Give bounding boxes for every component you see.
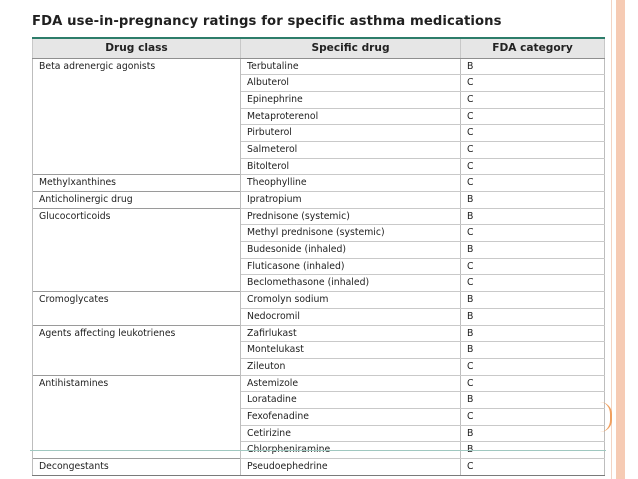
slide-bottom-rule bbox=[30, 450, 606, 451]
table-title: FDA use-in-pregnancy ratings for specific asthma medications bbox=[32, 14, 502, 29]
medications-table bbox=[32, 37, 605, 476]
table-row bbox=[33, 108, 605, 125]
cell-specific-drug: Methyl prednisone (systemic) bbox=[241, 225, 461, 242]
cell-drug-class: Cromoglycates bbox=[33, 292, 241, 309]
header-specific-drug: Specific drug bbox=[241, 38, 461, 58]
cell-specific-drug: Zileuton bbox=[241, 358, 461, 375]
cell-specific-drug: Nedocromil bbox=[241, 308, 461, 325]
cell-fda-category: C bbox=[461, 125, 605, 142]
cell-fda-category: B bbox=[461, 308, 605, 325]
table-row bbox=[33, 225, 605, 242]
table-body bbox=[33, 58, 605, 475]
cell-fda-category: B bbox=[461, 325, 605, 342]
cell-drug-class bbox=[33, 242, 241, 259]
cell-drug-class bbox=[33, 125, 241, 142]
table-row bbox=[33, 275, 605, 292]
table-row bbox=[33, 175, 605, 192]
table-row bbox=[33, 308, 605, 325]
cell-fda-category: B bbox=[461, 58, 605, 75]
cell-specific-drug: Cetirizine bbox=[241, 425, 461, 442]
table-row bbox=[33, 425, 605, 442]
cell-fda-category: C bbox=[461, 375, 605, 392]
table-row bbox=[33, 258, 605, 275]
cell-fda-category: C bbox=[461, 275, 605, 292]
cell-specific-drug: Pseudoephedrine bbox=[241, 459, 461, 476]
cell-specific-drug: Prednisone (systemic) bbox=[241, 208, 461, 225]
table-row bbox=[33, 91, 605, 108]
table-row bbox=[33, 192, 605, 209]
table-row bbox=[33, 58, 605, 75]
table-row bbox=[33, 459, 605, 476]
cell-specific-drug: Bitolterol bbox=[241, 158, 461, 175]
table-row bbox=[33, 408, 605, 425]
cell-drug-class bbox=[33, 108, 241, 125]
cell-drug-class bbox=[33, 141, 241, 158]
cell-drug-class bbox=[33, 225, 241, 242]
cell-fda-category: C bbox=[461, 91, 605, 108]
cell-drug-class bbox=[33, 75, 241, 92]
header-drug-class: Drug class bbox=[33, 38, 241, 58]
cell-drug-class: Beta adrenergic agonists bbox=[33, 58, 241, 75]
table-row bbox=[33, 325, 605, 342]
cell-fda-category: B bbox=[461, 442, 605, 459]
cell-specific-drug: Pirbuterol bbox=[241, 125, 461, 142]
cell-drug-class bbox=[33, 91, 241, 108]
cell-drug-class: Glucocorticoids bbox=[33, 208, 241, 225]
cell-specific-drug: Epinephrine bbox=[241, 91, 461, 108]
cell-specific-drug: Theophylline bbox=[241, 175, 461, 192]
cell-drug-class bbox=[33, 275, 241, 292]
cell-fda-category: B bbox=[461, 192, 605, 209]
cell-fda-category: C bbox=[461, 258, 605, 275]
table-row bbox=[33, 342, 605, 359]
table-row bbox=[33, 141, 605, 158]
cell-fda-category: C bbox=[461, 141, 605, 158]
cell-drug-class: Decongestants bbox=[33, 459, 241, 476]
table-row bbox=[33, 158, 605, 175]
cell-specific-drug: Ipratropium bbox=[241, 192, 461, 209]
cell-specific-drug: Metaproterenol bbox=[241, 108, 461, 125]
cell-specific-drug: Beclomethasone (inhaled) bbox=[241, 275, 461, 292]
table-row bbox=[33, 392, 605, 409]
table-row bbox=[33, 292, 605, 309]
cell-fda-category: B bbox=[461, 392, 605, 409]
cell-specific-drug: Budesonide (inhaled) bbox=[241, 242, 461, 259]
cell-drug-class bbox=[33, 308, 241, 325]
cell-fda-category: C bbox=[461, 459, 605, 476]
medications-table-container bbox=[32, 37, 604, 476]
table-row bbox=[33, 75, 605, 92]
header-fda-category: FDA category bbox=[461, 38, 605, 58]
cell-drug-class bbox=[33, 392, 241, 409]
cell-drug-class: Antihistamines bbox=[33, 375, 241, 392]
cell-drug-class bbox=[33, 342, 241, 359]
cell-drug-class bbox=[33, 158, 241, 175]
table-row bbox=[33, 375, 605, 392]
cell-specific-drug: Montelukast bbox=[241, 342, 461, 359]
cell-specific-drug: Albuterol bbox=[241, 75, 461, 92]
cell-fda-category: C bbox=[461, 75, 605, 92]
cell-specific-drug: Fexofenadine bbox=[241, 408, 461, 425]
table-row bbox=[33, 358, 605, 375]
table-row bbox=[33, 125, 605, 142]
cell-fda-category: C bbox=[461, 108, 605, 125]
cell-drug-class bbox=[33, 425, 241, 442]
cell-specific-drug: Salmeterol bbox=[241, 141, 461, 158]
cell-fda-category: B bbox=[461, 292, 605, 309]
cell-fda-category: C bbox=[461, 175, 605, 192]
cell-drug-class: Anticholinergic drug bbox=[33, 192, 241, 209]
cell-fda-category: C bbox=[461, 408, 605, 425]
cell-fda-category: C bbox=[461, 158, 605, 175]
cell-fda-category: B bbox=[461, 425, 605, 442]
table-row bbox=[33, 242, 605, 259]
cell-fda-category: B bbox=[461, 208, 605, 225]
slide-side-rule bbox=[611, 0, 612, 479]
cell-specific-drug: Loratadine bbox=[241, 392, 461, 409]
cell-specific-drug: Fluticasone (inhaled) bbox=[241, 258, 461, 275]
cell-fda-category: B bbox=[461, 342, 605, 359]
cell-specific-drug: Zafirlukast bbox=[241, 325, 461, 342]
cell-specific-drug: Astemizole bbox=[241, 375, 461, 392]
cell-drug-class bbox=[33, 358, 241, 375]
cell-fda-category: C bbox=[461, 225, 605, 242]
cell-drug-class bbox=[33, 408, 241, 425]
cell-specific-drug: Chlorpheniramine bbox=[241, 442, 461, 459]
cell-specific-drug: Cromolyn sodium bbox=[241, 292, 461, 309]
cell-drug-class: Methylxanthines bbox=[33, 175, 241, 192]
cell-fda-category: C bbox=[461, 358, 605, 375]
table-header-row bbox=[33, 38, 605, 58]
cell-specific-drug: Terbutaline bbox=[241, 58, 461, 75]
slide-side-accent-bar bbox=[616, 0, 625, 479]
table-row bbox=[33, 208, 605, 225]
cell-fda-category: B bbox=[461, 242, 605, 259]
cell-drug-class bbox=[33, 258, 241, 275]
cell-drug-class: Agents affecting leukotrienes bbox=[33, 325, 241, 342]
